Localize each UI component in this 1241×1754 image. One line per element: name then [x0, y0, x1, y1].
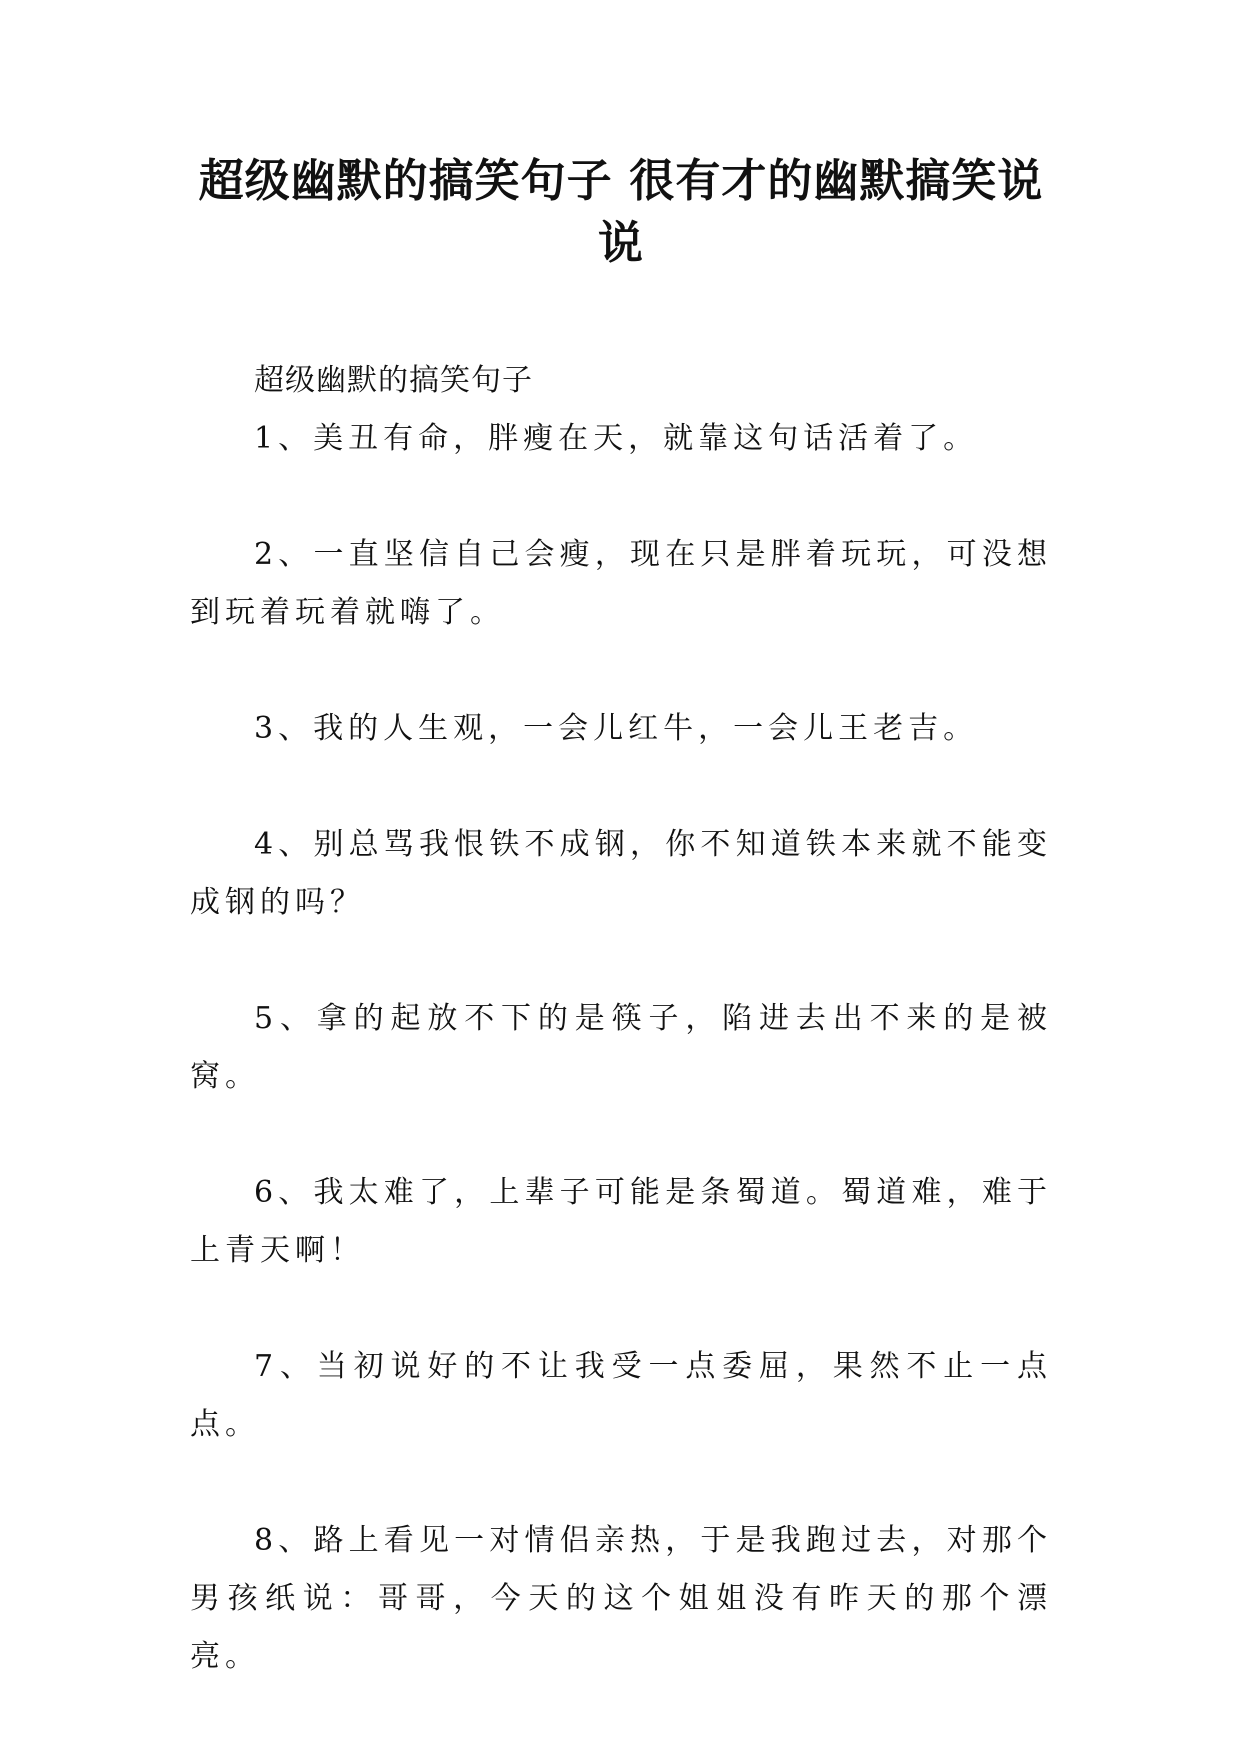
list-item: 1、美丑有命，胖瘦在天，就靠这句话活着了。 — [254, 421, 979, 456]
list-item: 4、别总骂我恨铁不成钢，你不知道铁本来就不能变成钢的吗？ — [190, 827, 1052, 920]
document-title: 超级幽默的搞笑句子 很有才的幽默搞笑说说 — [198, 154, 1044, 269]
list-item: 2、一直坚信自己会瘦，现在只是胖着玩玩，可没想到玩着玩着就嗨了。 — [190, 537, 1052, 630]
list-item: 5、拿的起放不下的是筷子，陷进去出不来的是被窝。 — [190, 1001, 1052, 1094]
section-heading: 超级幽默的搞笑句子 — [254, 363, 533, 398]
list-item: 3、我的人生观，一会儿红牛，一会儿王老吉。 — [254, 711, 979, 746]
list-item: 7、当初说好的不让我受一点委屈，果然不止一点点。 — [190, 1349, 1052, 1442]
list-item: 8、路上看见一对情侣亲热，于是我跑过去，对那个男孩纸说：哥哥，今天的这个姐姐没有昨天的那个漂亮。 — [190, 1523, 1052, 1674]
document-body — [190, 352, 1052, 1744]
list-item: 6、我太难了，上辈子可能是条蜀道。蜀道难，难于上青天啊！ — [190, 1175, 1052, 1268]
